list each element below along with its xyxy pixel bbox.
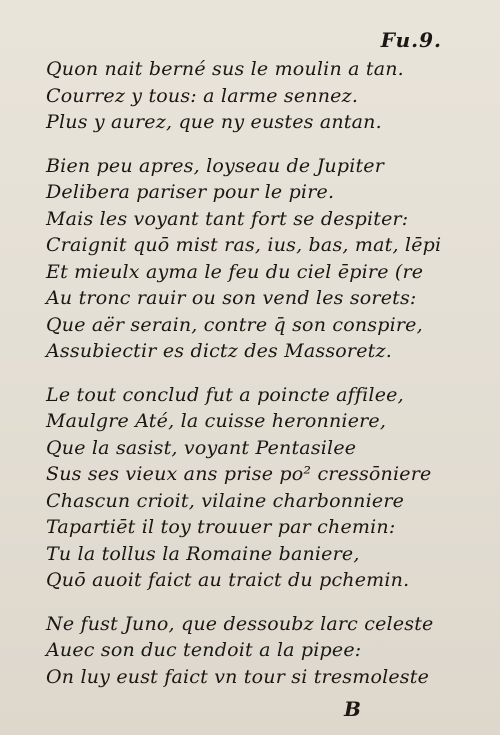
verse-line: Mais les voyant tant fort se despiter: [46,207,409,230]
verse-line: Plus y aurez, que ny eustes antan. [46,111,382,133]
verse-line: Tapartiēt il toy trouuer par chemin: [46,516,396,538]
signature-mark: B [344,697,361,721]
verse-line: Le tout conclud fut a poincte affilee, [46,383,404,406]
verse-line: Que aër serain, contre q̄ son conspire, [46,313,423,336]
verse-line: Au tronc rauir ou son vend les sorets: [46,287,417,309]
verse-line: Ne fust Juno, que dessoubz larc celeste [46,612,434,635]
verse-line: Auec son duc tendoit a la pipee: [46,639,362,661]
poem-text [46,56,466,707]
verse-line: Chascun crioit, vilaine charbonniere [46,489,405,512]
verse-line: Bien peu apres, loyseau de Jupiter [46,154,385,177]
verse-line: Que la sasist, voyant Pentasilee [46,436,357,459]
stanza-3 [46,382,466,594]
verse-line: Sus ses vieux ans prise po² cressōniere [46,463,432,485]
verse-line: Courrez y tous: a larme sennez. [46,84,359,107]
verse-line: Delibera pariser pour le pire. [46,181,335,203]
verse-line: Maulgre Até, la cuisse heronniere, [46,410,387,432]
stanza-2 [46,153,466,365]
verse-line: On luy eust faict vn tour si tresmoleste [46,665,430,688]
folio-number: Fu.9. [380,28,442,52]
verse-line: Craignit quō mist ras, ius, bas, mat, lēpi [46,234,442,256]
verse-line: Quō auoit faict au traict du pchemin. [46,569,410,591]
stanza-4 [46,611,466,691]
stanza-1 [46,56,466,136]
verse-line: Tu la tollus la Romaine baniere, [46,542,360,565]
verse-line: Assubiectir es dictz des Massoretz. [46,340,392,362]
verse-line: Quon nait berné sus le moulin a tan. [46,58,404,80]
verse-line: Et mieulx ayma le feu du ciel ēpire (re [46,260,424,283]
